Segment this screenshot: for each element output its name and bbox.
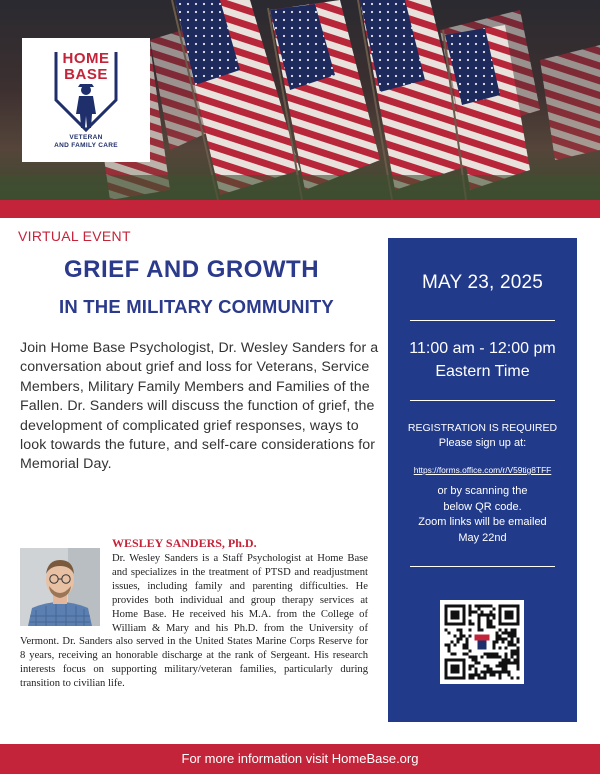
speaker-name: WESLEY SANDERS, Ph.D. bbox=[112, 536, 257, 550]
event-timezone: Eastern Time bbox=[435, 363, 530, 380]
event-title-line1: GRIEF AND GROWTH bbox=[63, 256, 320, 283]
panel-divider bbox=[410, 566, 555, 567]
flags-hero-image bbox=[0, 0, 600, 200]
event-date: MAY 23, 2025 bbox=[421, 272, 544, 293]
event-type-label: VIRTUAL EVENT bbox=[18, 228, 131, 244]
registration-link[interactable]: https://forms.office.com/r/V59tig8TFF bbox=[413, 465, 552, 475]
event-details-panel bbox=[388, 238, 577, 722]
footer-info-bar bbox=[0, 744, 600, 774]
speaker-bio-text: Dr. Wesley Sanders is a Staff Psychologist at Home Base and specializes in the treatment of PTSD and readjustment issues, including family and parenting difficulties. He provides both individual and group therapy services at Home Base. He received his M.A. from the College of William & Mary and his Ph.D. from the University of Vermont. Dr. Sanders also served in the United States Marine Corps Reserve for 8 years, receiving an honorable discharge at the rank of Sergeant. His research interests focus on supporting military/veteran families, particularly during transition to civilian life. bbox=[20, 553, 368, 690]
event-time: 11:00 am - 12:00 pm bbox=[409, 340, 556, 357]
qr-instructions bbox=[388, 484, 577, 546]
registration-required-label: REGISTRATION IS REQUIRED bbox=[407, 422, 558, 434]
qr-note-line: or by scanning the bbox=[437, 485, 528, 497]
footer-text: For more information visit HomeBase.org bbox=[181, 751, 419, 766]
panel-divider bbox=[410, 400, 555, 401]
signup-instruction: Please sign up at: bbox=[438, 437, 527, 449]
logo-text-home: HOME bbox=[62, 50, 110, 67]
speaker-bio bbox=[20, 552, 368, 691]
top-red-divider bbox=[0, 200, 600, 218]
logo-tagline-family-care: AND FAMILY CARE bbox=[54, 142, 118, 149]
event-title-line2: IN THE MILITARY COMMUNITY bbox=[59, 296, 334, 317]
qr-note-line: below QR code. bbox=[443, 500, 522, 513]
zoom-note-line: Zoom links will be emailed bbox=[418, 516, 547, 528]
qr-code-icon bbox=[440, 600, 524, 684]
logo-text-base: BASE bbox=[64, 66, 108, 83]
registration-qr-code[interactable] bbox=[440, 600, 524, 684]
logo-tagline-veteran: VETERAN bbox=[69, 134, 103, 141]
event-description: Join Home Base Psychologist, Dr. Wesley Sanders for a conversation about grief and loss for Veterans, Service Members, Military Family Members and Families of the Fallen. Dr. Sanders will discuss the function of grief, the development of complicated grief responses, ways to look towards the future, and self-care considerations for Memorial Day. bbox=[20, 340, 379, 473]
panel-divider bbox=[410, 320, 555, 321]
home-base-logo bbox=[22, 38, 150, 162]
zoom-note-line: May 22nd bbox=[458, 531, 507, 544]
